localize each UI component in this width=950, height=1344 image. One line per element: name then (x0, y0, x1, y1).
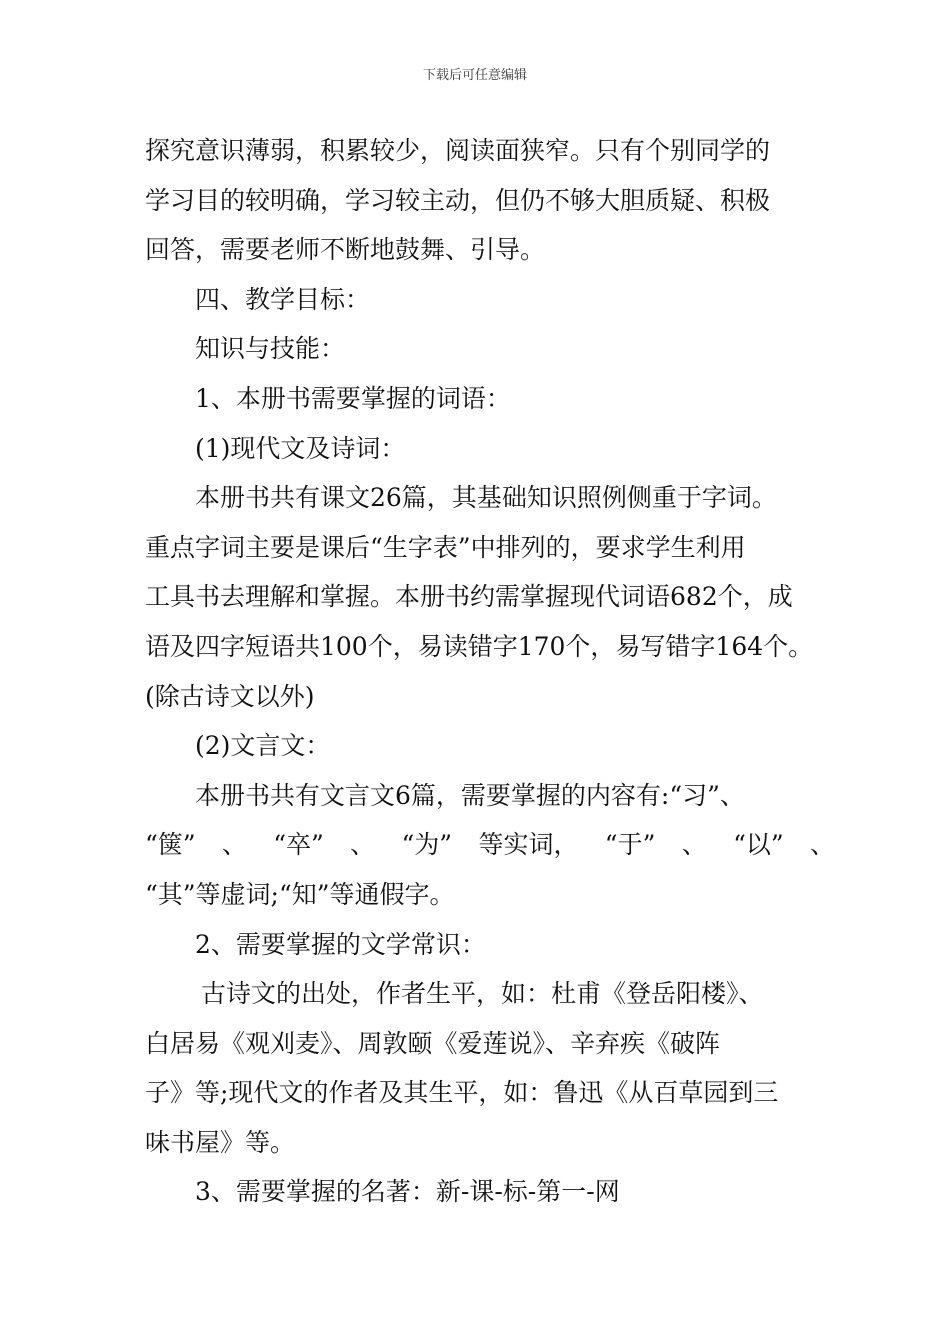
paragraph-line: “其”等虚词;“知”等通假字。 (145, 879, 455, 909)
paragraph-line: 探究意识薄弱，积累较少，阅读面狭窄。只有个别同学的 (145, 136, 771, 165)
paragraph-line: 本册书共有文言文6篇，需要掌握的内容有:“习”、 (195, 780, 745, 810)
paragraph-line: 学习目的较明确，学习较主动，但仍不够大胆质疑、积极 (145, 185, 771, 215)
list-item-heading: 2、需要掌握的文学常识： (195, 929, 486, 959)
word-segment: “卒” (273, 830, 324, 860)
page-header: 下载后可任意编辑 (422, 68, 527, 83)
subsection-heading: 知识与技能： (195, 334, 346, 364)
list-item-heading: 3、需要掌握的名著：新-课-标-第一-网 (195, 1177, 620, 1207)
paragraph-line: 味书屋》等。 (145, 1127, 296, 1157)
word-segment: 等实词， (478, 830, 579, 860)
word-segment: “为” (401, 830, 453, 860)
sub-item-heading: (2)文言文： (195, 731, 331, 761)
paragraph-line: 回答，需要老师不断地鼓舞、引导。 (145, 235, 546, 265)
paragraph-line: 古诗文的出处，作者生平，如：杜甫《登岳阳楼》、 (201, 979, 764, 1009)
paragraph-line: (除古诗文以外) (145, 681, 315, 711)
word-segment: “以” (733, 830, 784, 860)
paragraph-line: 语及四字短语共100个，易读错字170个，易写错字164个。 (145, 631, 814, 661)
paragraph-line: 重点字词主要是课后“生字表”中排列的，要求学生利用 (145, 532, 746, 562)
paragraph-line: 本册书共有课文26篇，其基础知识照例侧重于字词。 (195, 483, 777, 513)
word-segment: “箧” (145, 830, 196, 860)
paragraph-line: 工具书去理解和掌握。本册书约需掌握现代词语682个，成 (145, 582, 793, 612)
section-heading: 四、教学目标： (195, 284, 371, 314)
sub-item-heading: (1)现代文及诗词： (195, 433, 406, 463)
document-body (145, 126, 835, 1217)
paragraph-line: 子》等;现代文的作者及其生平，如：鲁迅《从百草园到三 (145, 1078, 779, 1108)
paragraph-line-justified (145, 820, 835, 870)
word-segment: 、 (809, 830, 835, 860)
list-item-heading: 1、本册书需要掌握的词语： (195, 383, 511, 413)
word-segment: 、 (221, 830, 247, 860)
paragraph-line: 白居易《观刈麦》、周敦颐《爱莲说》、辛弃疾《破阵 (145, 1028, 721, 1058)
word-segment: 、 (681, 830, 707, 860)
word-segment: 、 (350, 830, 376, 860)
word-segment: “于” (604, 830, 656, 860)
